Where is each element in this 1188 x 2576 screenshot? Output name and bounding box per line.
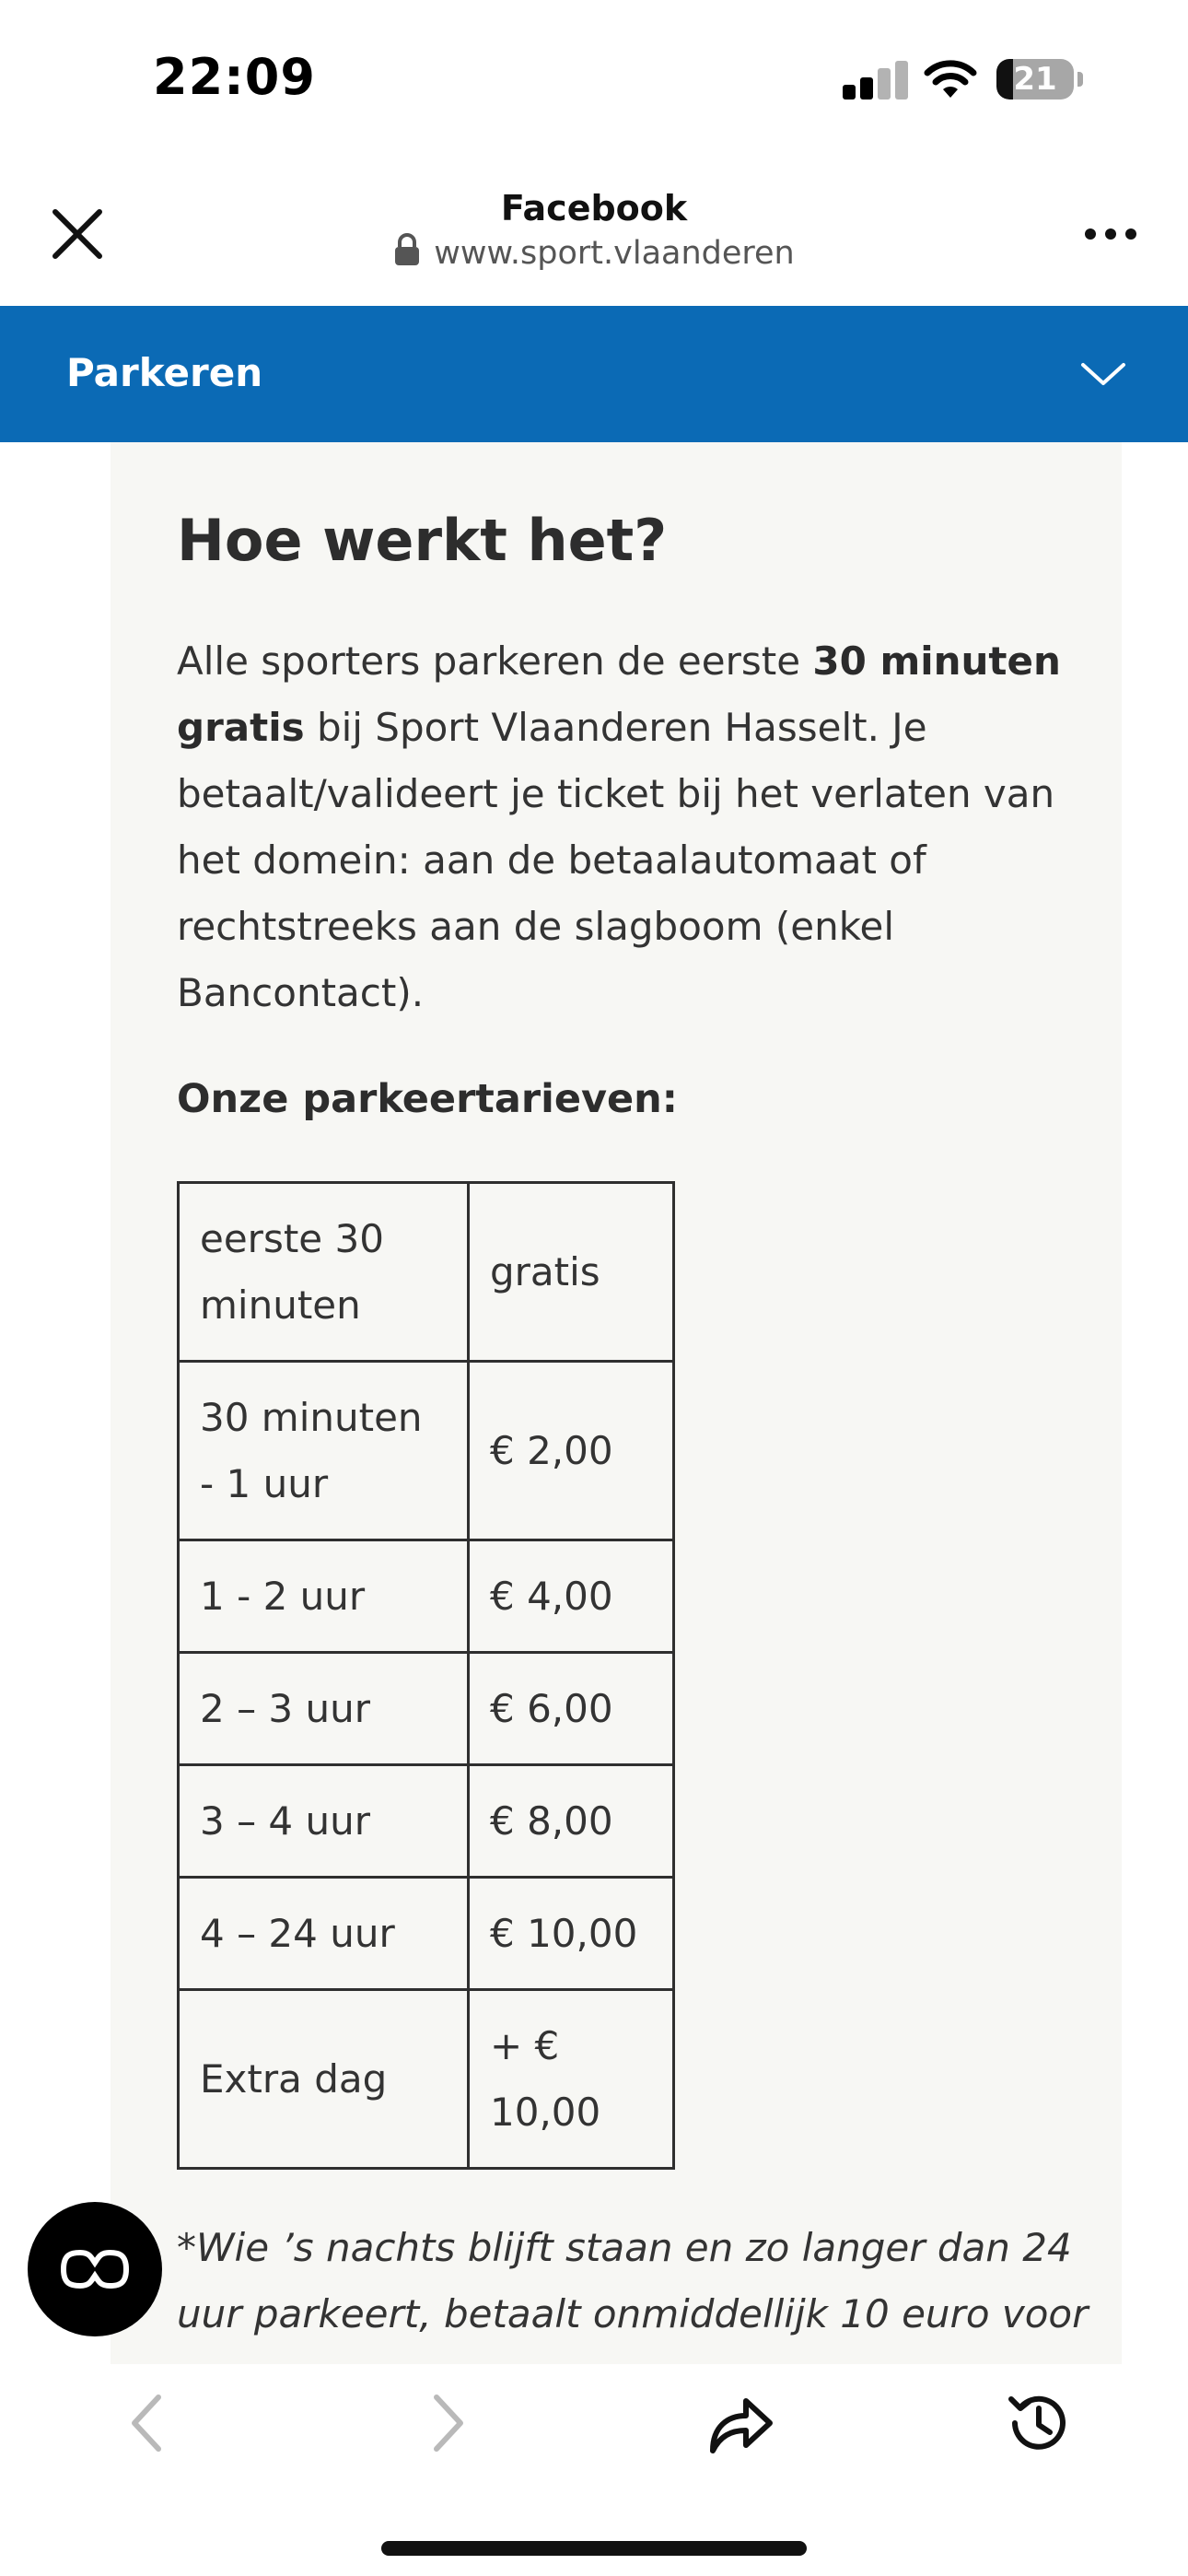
- price-cell: € 10,00: [469, 1878, 674, 1990]
- duration-cell: eerste 30 minuten: [179, 1183, 469, 1362]
- table-row: [179, 1540, 674, 1653]
- lock-icon: [393, 232, 421, 267]
- rates-title: Onze parkeertarieven:: [177, 1076, 678, 1122]
- price-cell: € 2,00: [469, 1362, 674, 1540]
- url-bar[interactable]: [0, 232, 1188, 272]
- duration-cell: 3 – 4 uur: [179, 1765, 469, 1878]
- glasses-icon: [58, 2242, 132, 2296]
- back-arrow-icon[interactable]: [112, 2386, 186, 2460]
- content-card: [111, 442, 1122, 2364]
- table-row: [179, 1765, 674, 1878]
- status-bar: [0, 0, 1188, 157]
- intro-text-start: Alle sporters parkeren de eerste: [177, 638, 813, 684]
- intro-bold-text: 30 minuten gratis: [177, 638, 1061, 750]
- history-icon[interactable]: [1000, 2386, 1074, 2460]
- table-row: [179, 1990, 674, 2169]
- forward-arrow-icon[interactable]: [409, 2386, 483, 2460]
- duration-cell: 1 - 2 uur: [179, 1540, 469, 1653]
- footnote: *Wie ’s nachts blijft staan en zo langer dan 24 uur parkeert, betaalt onmiddellijk 10 euro voor: [177, 2225, 1089, 2336]
- intro-text-end: bij Sport Vlaanderen Hasselt. Je betaalt/valideert je ticket bij het verlaten van het domein: aan de betaalautomaat of rechtstreeks aan de slagboom (enkel Bancontact).: [177, 705, 1055, 1015]
- table-row: [179, 1653, 674, 1765]
- price-cell: € 4,00: [469, 1540, 674, 1653]
- table-row: [179, 1362, 674, 1540]
- page-heading: Hoe werkt het?: [177, 507, 668, 574]
- signal-icon: [843, 61, 907, 100]
- duration-cell: 30 minuten - 1 uur: [179, 1362, 469, 1540]
- section-accordion[interactable]: [0, 306, 1188, 442]
- price-cell: gratis: [469, 1183, 674, 1362]
- home-indicator: [381, 2541, 807, 2556]
- duration-cell: 2 – 3 uur: [179, 1653, 469, 1765]
- browser-header: [0, 157, 1188, 306]
- price-cell: + € 10,00: [469, 1990, 674, 2169]
- intro-paragraph: [177, 628, 1098, 1026]
- chevron-down-icon: [1076, 356, 1131, 392]
- section-title: Parkeren: [66, 350, 263, 395]
- price-cell: € 6,00: [469, 1653, 674, 1765]
- url-text: www.sport.vlaanderen: [434, 235, 795, 272]
- more-icon[interactable]: [1085, 227, 1136, 245]
- share-arrow-icon[interactable]: [704, 2386, 777, 2460]
- duration-cell: Extra dag: [179, 1990, 469, 2169]
- table-row: [179, 1878, 674, 1990]
- wifi-icon: [922, 59, 979, 101]
- rates-table: [177, 1181, 675, 2170]
- battery-icon: [996, 59, 1083, 101]
- bottom-toolbar: [0, 2364, 1188, 2576]
- duration-cell: 4 – 24 uur: [179, 1878, 469, 1990]
- status-time: 22:09: [153, 48, 316, 106]
- table-row: [179, 1183, 674, 1362]
- reader-button[interactable]: [28, 2202, 162, 2336]
- page-source-title: Facebook: [500, 188, 688, 228]
- battery-label: 21: [1013, 61, 1057, 98]
- price-cell: € 8,00: [469, 1765, 674, 1878]
